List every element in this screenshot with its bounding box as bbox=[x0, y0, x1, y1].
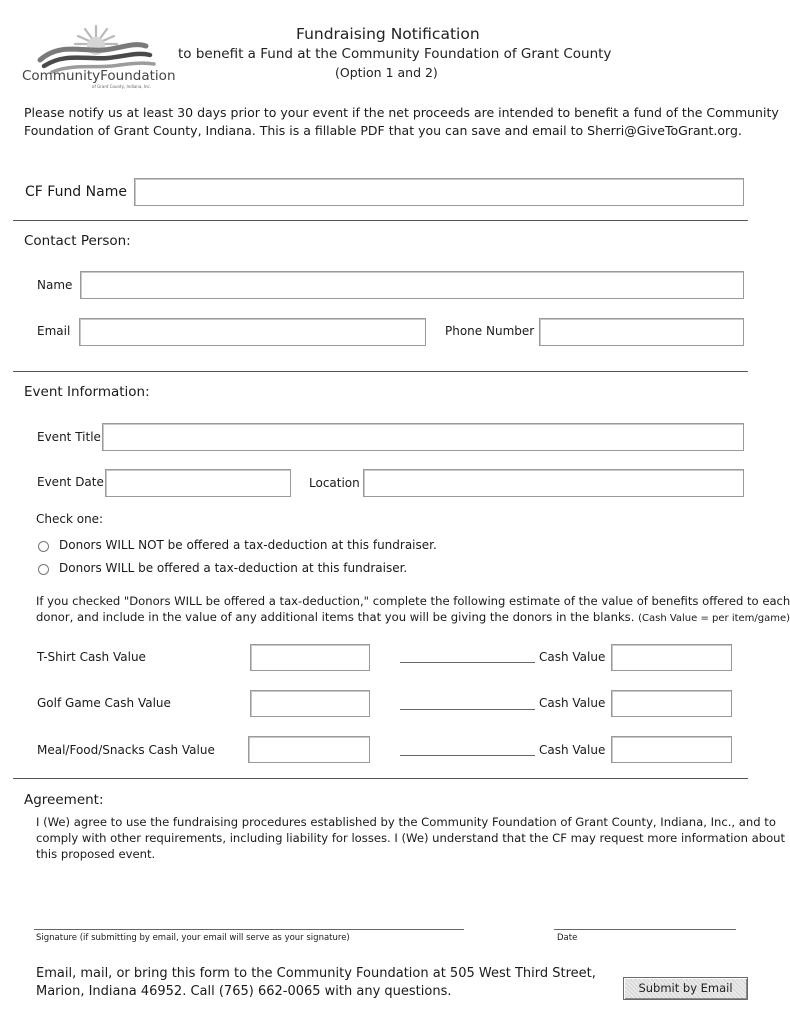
contact-email-label: Email bbox=[37, 324, 71, 338]
radio-no-tax-deduction-label: Donors WILL NOT be offered a tax-deduction at this fundraiser. bbox=[59, 538, 437, 552]
sun-waves-logo-icon bbox=[22, 22, 162, 74]
instructions-line-2 bbox=[36, 610, 790, 624]
fund-name-field[interactable] bbox=[134, 178, 744, 206]
signature-line[interactable] bbox=[34, 929, 464, 930]
contact-phone-field[interactable] bbox=[539, 318, 744, 346]
instructions-line-1: If you checked "Donors WILL be offered a tax-deduction," complete the following estimate of the value of benefits offered to each bbox=[36, 594, 790, 608]
event-title-field[interactable] bbox=[102, 423, 744, 451]
cash-extra-blank bbox=[400, 662, 535, 663]
check-one-label: Check one: bbox=[36, 512, 104, 526]
agreement-line-1: I (We) agree to use the fundraising procedures established by the Community Foundation of Grant County, Indiana, Inc., and to bbox=[36, 815, 776, 829]
submit-by-email-button[interactable] bbox=[623, 977, 748, 1000]
event-date-label: Event Date bbox=[37, 475, 104, 489]
footer-line-1: Email, mail, or bring this form to the Community Foundation at 505 West Third Street, bbox=[36, 966, 596, 981]
intro-line-2: Foundation of Grant County, Indiana. This is a fillable PDF that you can save and email to Sherri@GiveToGrant.org. bbox=[24, 123, 742, 138]
cash-extra-blank bbox=[400, 755, 535, 756]
intro-line-1: Please notify us at least 30 days prior to your event if the net proceeds are intended to benefit a fund of the Community bbox=[24, 105, 779, 120]
cash-extra-label: Cash Value bbox=[539, 743, 606, 757]
date-label: Date bbox=[557, 933, 578, 943]
page-subtitle: to benefit a Fund at the Community Foundation of Grant County bbox=[178, 46, 612, 62]
instructions-note: (Cash Value = per item/game) bbox=[638, 613, 790, 624]
cash-extra-field[interactable] bbox=[611, 644, 732, 671]
cash-row-label: Meal/Food/Snacks Cash Value bbox=[37, 743, 215, 757]
cash-value-field[interactable] bbox=[250, 644, 370, 671]
cash-row-label: Golf Game Cash Value bbox=[37, 696, 171, 710]
contact-phone-label: Phone Number bbox=[445, 324, 535, 338]
submit-by-email-label: Submit by Email bbox=[638, 981, 733, 995]
instructions-line-2-text: donor, and include in the value of any additional items that you will be giving the donors in the blanks. bbox=[36, 610, 635, 624]
event-heading: Event Information: bbox=[24, 384, 150, 400]
signature-label: Signature (if submitting by email, your email will serve as your signature) bbox=[36, 933, 350, 943]
cash-extra-blank bbox=[400, 709, 535, 710]
event-date-field[interactable] bbox=[105, 469, 291, 497]
contact-heading: Contact Person: bbox=[24, 233, 131, 249]
logo bbox=[22, 22, 176, 94]
event-location-label: Location bbox=[309, 476, 360, 490]
agreement-line-2: comply with other requirements, including liability for losses. I (We) understand that the CF may request more information about bbox=[36, 831, 786, 845]
date-line[interactable] bbox=[554, 929, 736, 930]
logo-name bbox=[22, 68, 176, 84]
section-divider bbox=[13, 778, 748, 779]
radio-tax-deduction[interactable] bbox=[38, 564, 49, 575]
contact-name-label: Name bbox=[37, 278, 73, 292]
footer-line-2: Marion, Indiana 46952. Call (765) 662-0065 with any questions. bbox=[36, 984, 452, 999]
cash-extra-field[interactable] bbox=[611, 736, 732, 763]
cash-value-field[interactable] bbox=[248, 736, 370, 763]
event-location-field[interactable] bbox=[363, 469, 744, 497]
fund-name-label: CF Fund Name bbox=[25, 184, 127, 200]
section-divider bbox=[13, 220, 748, 221]
agreement-line-3: this proposed event. bbox=[36, 847, 156, 861]
logo-name-part1: Community bbox=[22, 68, 101, 84]
contact-email-field[interactable] bbox=[79, 318, 426, 346]
page-option: (Option 1 and 2) bbox=[335, 65, 438, 80]
agreement-heading: Agreement: bbox=[24, 792, 104, 808]
cash-value-field[interactable] bbox=[250, 690, 370, 717]
page-title: Fundraising Notification bbox=[296, 25, 480, 43]
contact-name-field[interactable] bbox=[80, 271, 744, 299]
section-divider bbox=[13, 371, 748, 372]
cash-extra-field[interactable] bbox=[611, 690, 732, 717]
cash-extra-label: Cash Value bbox=[539, 696, 606, 710]
event-title-label: Event Title bbox=[37, 430, 101, 444]
cash-extra-label: Cash Value bbox=[539, 650, 606, 664]
radio-tax-deduction-label: Donors WILL be offered a tax-deduction at this fundraiser. bbox=[59, 561, 408, 575]
radio-no-tax-deduction[interactable] bbox=[38, 541, 49, 552]
logo-name-part2: Foundation bbox=[100, 68, 176, 84]
logo-tagline: of Grant County, Indiana, Inc. bbox=[92, 84, 152, 89]
cash-row-label: T-Shirt Cash Value bbox=[37, 650, 146, 664]
